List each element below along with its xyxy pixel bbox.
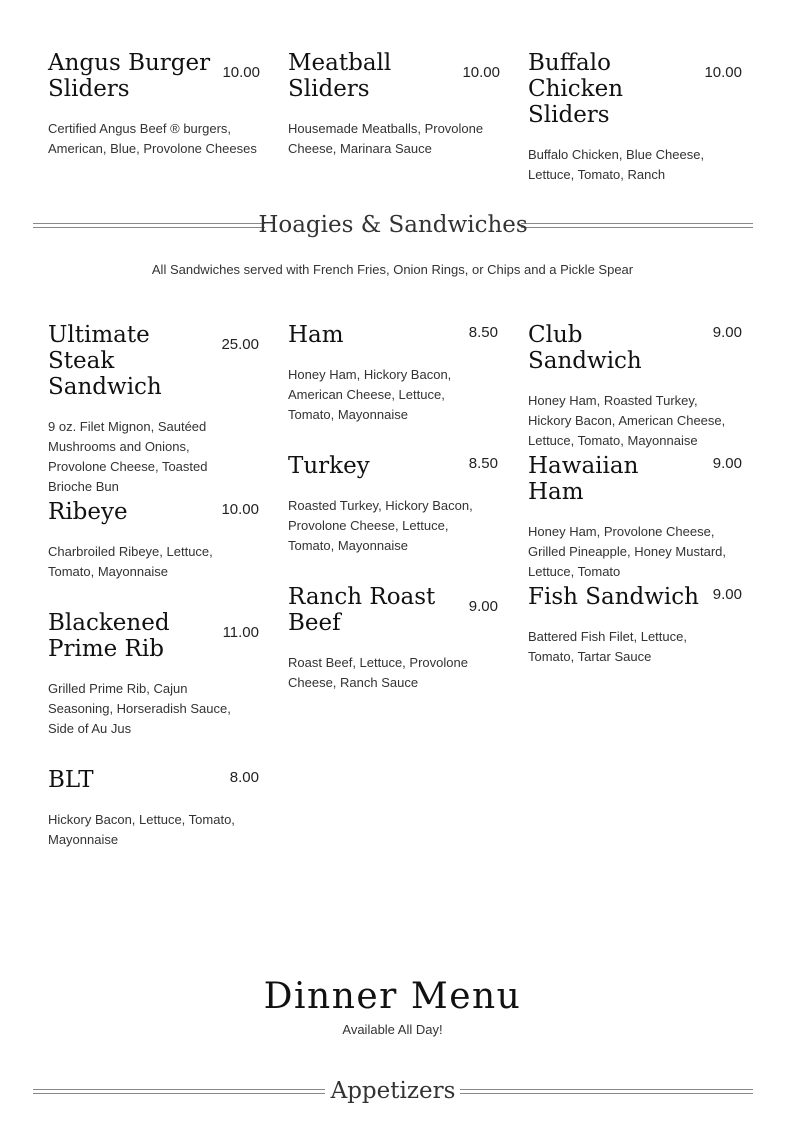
item-name: Turkey (288, 453, 370, 479)
menu-item (288, 322, 500, 425)
section-divider-appetizers (33, 1077, 753, 1107)
section-note: All Sandwiches served with French Fries, Onion Rings, or Chips and a Pickle Spear (151, 262, 634, 277)
item-price: 9.00 (712, 586, 742, 603)
item-name: Angus Burger Sliders (48, 50, 211, 102)
menu-item (528, 584, 740, 667)
item-price: 11.00 (222, 624, 259, 641)
menu-item (48, 767, 260, 850)
item-price: 8.50 (468, 455, 498, 472)
item-name: Ranch Roast Beef (288, 584, 436, 636)
item-price: 9.00 (468, 598, 498, 615)
menu-item (528, 50, 740, 185)
item-description: Roasted Turkey, Hickory Bacon, Provolone Cheese, Lettuce, Tomato, Mayonnaise (288, 498, 473, 553)
hoagies-column-1 (48, 322, 260, 862)
item-price: 10.00 (704, 64, 742, 81)
item-description: Roast Beef, Lettuce, Provolone Cheese, Ranch Sauce (288, 655, 468, 690)
menu-item (288, 453, 500, 556)
item-description: Housemade Meatballs, Provolone Cheese, Marinara Sauce (288, 121, 484, 156)
item-name: Blackened Prime Rib (48, 610, 170, 662)
item-description: Buffalo Chicken, Blue Cheese, Lettuce, Tomato, Ranch (528, 147, 705, 182)
item-name: BLT (48, 767, 94, 793)
section-title: Hoagies & Sandwiches (258, 212, 528, 238)
menu-item (48, 50, 260, 159)
menu-item (528, 322, 740, 451)
item-description: Charbroiled Ribeye, Lettuce, Tomato, Mayonnaise (48, 544, 213, 579)
menu-item (48, 499, 260, 582)
item-description: Honey Ham, Roasted Turkey, Hickory Bacon, American Cheese, Lettuce, Tomato, Mayonnaise (528, 393, 726, 448)
menu-item (48, 322, 260, 497)
item-description: Honey Ham, Provolone Cheese, Grilled Pineapple, Honey Mustard, Lettuce, Tomato (528, 524, 726, 579)
section-title: Appetizers (330, 1078, 456, 1104)
item-name: Buffalo Chicken Sliders (528, 50, 624, 128)
item-description: Battered Fish Filet, Lettuce, Tomato, Tartar Sauce (528, 629, 687, 664)
menu-item (288, 584, 500, 693)
item-price: 8.50 (468, 324, 498, 341)
item-price: 9.00 (712, 324, 742, 341)
item-name: Hawaiian Ham (528, 453, 639, 505)
item-price: 9.00 (712, 455, 742, 472)
item-description: Hickory Bacon, Lettuce, Tomato, Mayonnaise (48, 812, 235, 847)
item-price: 10.00 (221, 501, 259, 518)
item-name: Ribeye (48, 499, 128, 525)
item-description: Honey Ham, Hickory Bacon, American Cheese, Lettuce, Tomato, Mayonnaise (288, 367, 452, 422)
page-title: Dinner Menu (263, 976, 522, 1017)
item-name: Ham (288, 322, 344, 348)
item-name: Fish Sandwich (528, 584, 699, 610)
section-divider-hoagies (33, 211, 753, 241)
page-subtitle: Available All Day! (342, 1022, 443, 1037)
item-price: 10.00 (222, 64, 260, 81)
hoagies-column-2 (288, 322, 500, 702)
item-price: 10.00 (462, 64, 500, 81)
item-name: Ultimate Steak Sandwich (48, 322, 162, 400)
item-description: 9 oz. Filet Mignon, Sautéed Mushrooms and Onions, Provolone Cheese, Toasted Brioche Bun (48, 419, 208, 494)
item-name: Meatball Sliders (288, 50, 392, 102)
hoagies-column-3 (528, 322, 740, 672)
item-price: 8.00 (229, 769, 259, 786)
menu-item (528, 453, 740, 582)
item-description: Certified Angus Beef ® burgers, American, Blue, Provolone Cheeses (48, 121, 257, 156)
item-price: 25.00 (221, 336, 259, 353)
menu-item (288, 50, 500, 159)
item-name: Club Sandwich (528, 322, 642, 374)
menu-item (48, 610, 260, 739)
item-description: Grilled Prime Rib, Cajun Seasoning, Horseradish Sauce, Side of Au Jus (48, 681, 231, 736)
